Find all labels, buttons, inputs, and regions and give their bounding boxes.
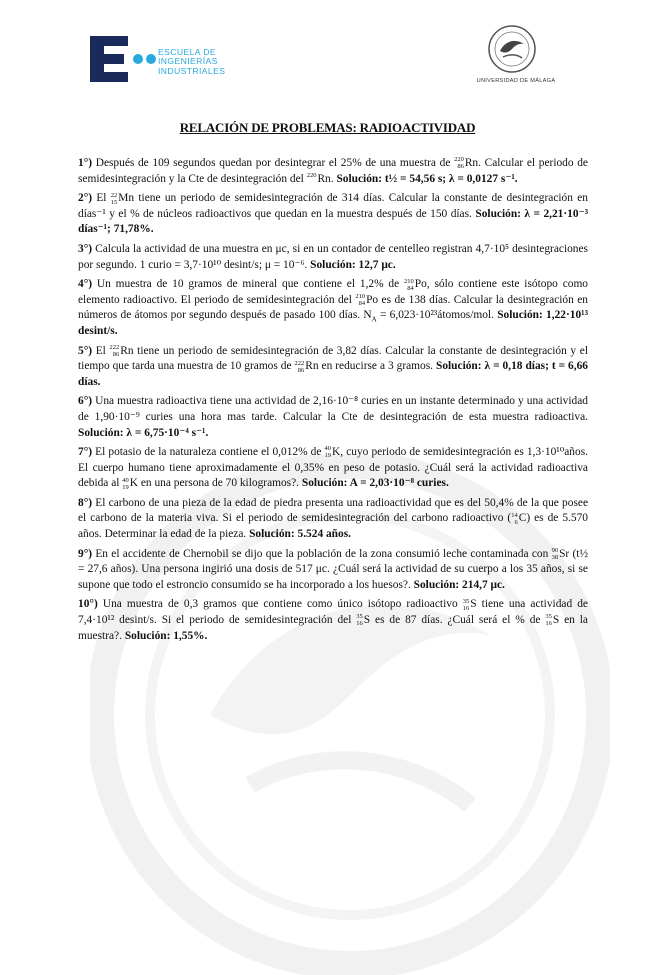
school-name-line2: INGENIERÍAS [158,56,218,67]
problem-1: 1°) Después de 109 segundos quedan por desintegrar el 25% de una muestra de 220 86 Rn. Calcular el periodo de semidesintegración y la Cte de desintegración del 220 Rn. Solución: t½ = 54,56 s; λ = 0,0127 s⁻¹. [78,156,588,185]
solution: Solución: t½ = 54,56 s; λ = 0,0127 s⁻¹. [336,172,518,185]
university-seal [487,24,537,74]
solution: Solución: λ = 6,75·10⁻⁴ s⁻¹. [78,426,209,439]
school-name [158,48,225,76]
solution: Solución: 214,7 μc. [413,578,505,591]
solution: Solución: A = 2,03·10⁻⁸ curies. [301,477,449,490]
page-title: RELACIÓN DE PROBLEMAS: RADIOACTIVIDAD [179,120,476,135]
problem-8: 8°) El carbono de una pieza de la edad de piedra presenta una radioactividad que es del 50,4% de la que posee el carbono de la materia viva. Si el periodo de semidesintegración del carbono radioactivo ( 14 6 C) es de 5.570 años. Determinar la edad de la pieza. Solución: 5.524 años. [78,496,588,541]
solution: Solución: 1,22·10¹³ desint/s. [78,309,588,337]
problem-5: 5°) El 222 86 Rn tiene un periodo de semidesintegración de 3,82 días. Calcular la constante de desintegración y el tiempo que tarda una muestra de 10 gramos de 222 86 Rn en reducirse a 3 gramos. Solución: λ = 0,18 días; t = 6,66 días. [78,343,588,388]
problem-3: 3°) Calcula la actividad de una muestra en μc, si en un contador de centelleo registran 4,7·10⁵ desintegraciones por segundo. 1 curio = 3,7·10¹⁰ desint/s; μ = 10⁻⁶. Solución: 12,7 μc. [78,242,588,271]
problem-7: 7°) El potasio de la naturaleza contiene el 0,012% de 40 19 K, cuyo periodo de semidesintegración es 1,3·10¹⁰años. El cuerpo humano tiene aproximadamente el 0,35% en peso de potasio. ¿Cuál será la actividad radioactiva debida al 40 19 K en una persona de 70 kilogramos?. Solución: A = 2,03·10⁻⁸ curies. [78,445,588,491]
solution: Solución: λ = 0,18 días; t = 6,66 días. [78,360,588,388]
solution: Solución: 1,55%. [124,629,208,642]
problem-6: 6°) Una muestra radioactiva tiene una actividad de 2,16·10⁻⁸ curies en un instante determinado y una actividad de 1,90·10⁻⁹ curies una hora mas tarde. Calcular la Cte de desintegración de esta muestra radioactiva. Solución: λ = 6,75·10⁻⁴ s⁻¹. [78,395,588,439]
solution: Solución: 12,7 μc. [310,258,396,271]
problem-list [78,156,588,648]
solution: Solución: λ = 2,21·10⁻³ días⁻¹; 71,78%. [78,207,588,236]
school-name-line3: INDUSTRIALES [158,65,226,76]
problem-9: 9°) En el accidente de Chernobil se dijo que la población de la zona consumió leche contaminada con 90 38 Sr (t½ = 27,6 años). Una persona ingirió una dosis de 517 μc. ¿Cuál será la actividad de su cuerpo a los 35 años, si se supone que todo el estroncio consumido se ha incorporado a los huesos?. Solución: 214,7 μc. [78,547,588,591]
problem-10: 10°) Una muestra de 0,3 gramos que contiene como único isótopo radioactivo 35 16 S tiene una actividad de 7,4·10¹² desint/s. Si el periodo de semidesintegración del 35 16 S es de 87 días. ¿Cuál será el % de 35 16 S en la muestra?. Solución: 1,55%. [78,597,588,642]
problem-2: 2°) El 22 15 Mn tiene un periodo de semidesintegración de 314 días. Calcular la constante de desintegración en días⁻¹ y el % de núcleos radioactivos que quedan en la muestra después de 150 días. Solución: λ = 2,21·10⁻³ días⁻¹; 71,78%. [78,191,588,236]
school-name-line1: ESCUELA DE [158,47,216,57]
solution: Solución: 5.524 años. [249,528,351,541]
university-name: UNIVERSIDAD DE MÁLAGA [476,78,556,84]
page-header [0,0,655,100]
problem-4: 4°) Un muestra de 10 gramos de mineral que contiene el 1,2% de 210 84 Po, sólo contiene este isótopo como elemento radioactivo. El periodo de semidesintegración del 210 84 Po es de 138 días. Calcular la desintegración en números de átomos por segundo después de pasado 100 días. $N_A$ = 6,023·10²³átomos/mol. Solución: 1,22·10¹³ desint/s. [78,277,589,337]
